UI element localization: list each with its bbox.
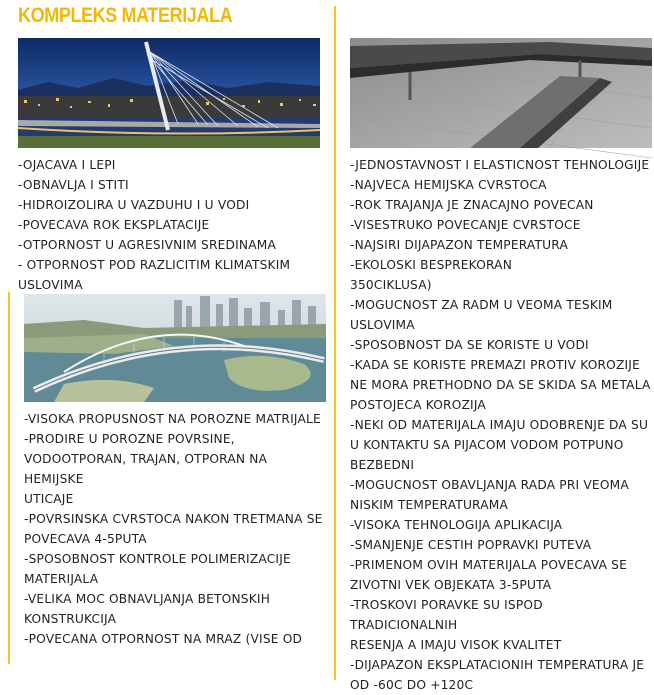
list-item: 350CIKLUSA) <box>350 278 432 292</box>
concrete-bench-photo <box>350 38 652 148</box>
list-item: -KADA SE KORISTE PREMAZI PROTIV KOROZIJE NE MORA PRETHODNO DA SE SKIDA SA METALA POSTOJECA KOROZIJA <box>350 358 651 412</box>
center-divider-line <box>334 6 336 680</box>
list-item: -PRODIRE U POROZNE POVRSINE, VODOOTPORAN, TRAJAN, OTPORAN NA HEMIJSKE UTICAJE <box>24 432 268 506</box>
list-item: -NAJSIRI DIJAPAZON TEMPERATURA <box>350 238 568 252</box>
list-item: -JEDNOSTAVNOST I ELASTICNOST TEHNOLOGIJE <box>350 158 650 172</box>
list-item: -VISOKA PROPUSNOST NA POROZNE MATRIJALE <box>24 412 321 426</box>
benefits-list-right <box>350 155 652 695</box>
benefits-list-left-top <box>18 155 318 295</box>
list-item: -OBNAVLJA I STITI <box>18 178 129 192</box>
list-item: -NAJVECA HEMIJSKA CVRSTOCA <box>350 178 547 192</box>
list-item: -VELIKA MOC OBNAVLJANJA BETONSKIH KONSTRUKCIJA <box>24 592 271 626</box>
list-item: -MOGUCNOST ZA RADM U VEOMA TESKIM USLOVIMA <box>350 298 613 332</box>
list-item: -HIDROIZOLIRA U VAZDUHU I U VODI <box>18 198 250 212</box>
list-item: -POVECAVA ROK EKSPLATACIJE <box>18 218 210 232</box>
list-item: -POVRSINSKA CVRSTOCA NAKON TRETMANA SE POVECAVA 4-5PUTA <box>24 512 323 546</box>
list-item: -MOGUCNOST OBAVLJANJA RADA PRI VEOMA NISKIM TEMPERATURAMA <box>350 478 629 512</box>
list-item: -EKOLOSKI BESPREKORAN <box>350 258 513 272</box>
left-divider-line <box>8 292 10 664</box>
list-item: - OTPORNOST POD RAZLICITIM KLIMATSKIM USLOVIMA <box>18 258 291 292</box>
list-item: -SPOSOBNOST DA SE KORISTE U VODI <box>350 338 589 352</box>
list-item: -TROSKOVI PORAVKE SU ISPOD TRADICIONALNIH RESENJA A IMAJU VISOK KVALITET <box>350 598 562 652</box>
page-title: KOMPLEKS MATERIJALA <box>18 4 233 27</box>
list-item: -PRIMENOM OVIH MATERIJALA POVECAVA SE ZIVOTNI VEK OBJEKATA 3-5PUTA <box>350 558 628 592</box>
list-item: -SMANJENJE CESTIH POPRAVKI PUTEVA <box>350 538 592 552</box>
bridge-river-city-photo <box>24 294 326 402</box>
list-item: -POVECANA OTPORNOST NA MRAZ (VISE OD <box>24 632 303 646</box>
benefits-list-left-bottom <box>24 409 329 649</box>
list-item: -NEKI OD MATERIJALA IMAJU ODOBRENJE DA SU U KONTAKTU SA PIJACOM VODOM POTPUNO BEZBEDNI <box>350 418 649 472</box>
list-item: -ROK TRAJANJA JE ZNACAJNO POVECAN <box>350 198 594 212</box>
list-item: -SPOSOBNOST KONTROLE POLIMERIZACIJE MATERIJALA <box>24 552 291 586</box>
list-item: -VISOKA TEHNOLOGIJA APLIKACIJA <box>350 518 563 532</box>
list-item: -OTPORNOST U AGRESIVNIM SREDINAMA <box>18 238 277 252</box>
list-item: -DIJAPAZON EKSPLATACIONIH TEMPERATURA JE OD -60C DO +120C <box>350 658 645 692</box>
list-item: -VISESTRUKO POVECANJE CVRSTOCE <box>350 218 581 232</box>
list-item: -OJACAVA I LEPI <box>18 158 116 172</box>
bridge-night-photo <box>18 38 320 148</box>
